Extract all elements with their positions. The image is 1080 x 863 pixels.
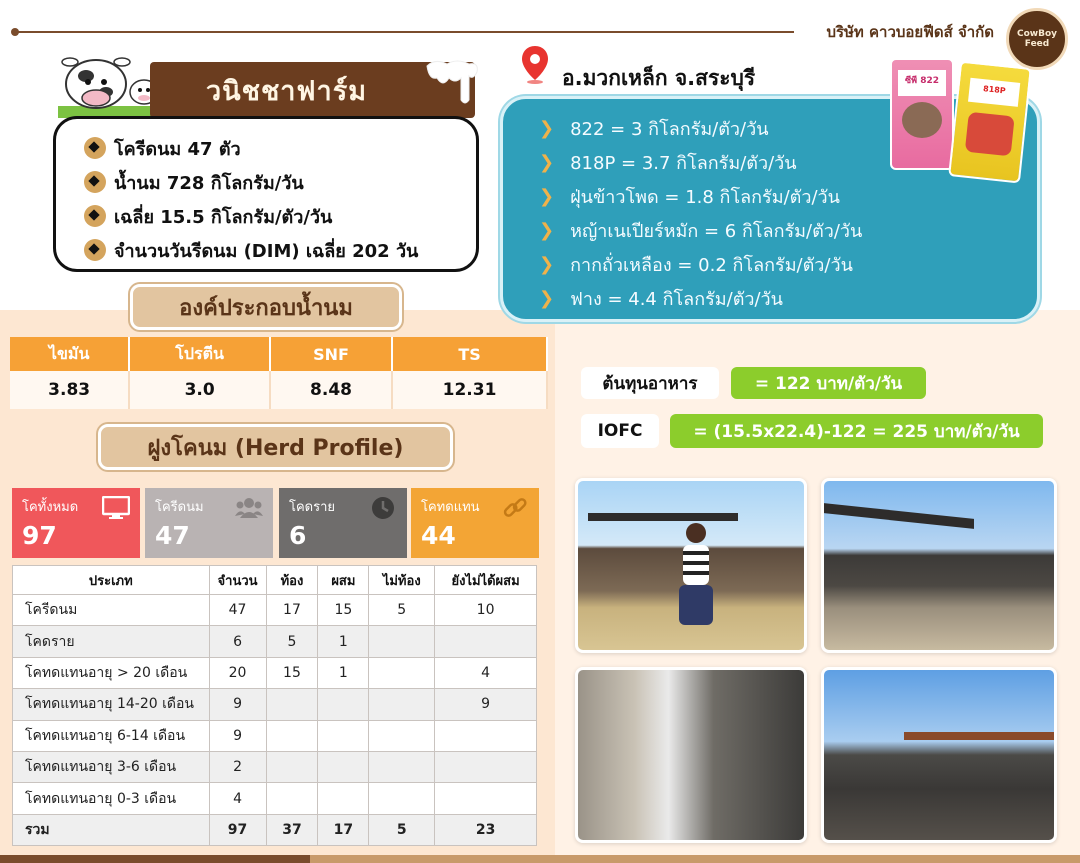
iofc-value: = (15.5x22.4)-122 = 225 บาท/ตัว/วัน <box>670 414 1043 448</box>
bag-picture <box>965 112 1015 157</box>
bag-cow-picture <box>902 102 942 138</box>
milk-composition-title: องค์ประกอบน้ำนม <box>130 284 402 330</box>
footer-bar-light <box>310 855 1080 863</box>
farm-item: น้ำนม 728 กิโลกรัม/วัน <box>84 165 476 199</box>
stat-card-milking: โครีดนม 47 <box>145 488 273 558</box>
feed-item: ❯ 818P = 3.7 กิโลกรัม/ตัว/วัน <box>539 151 797 174</box>
farm-item: จำนวนวันรีดนม (DIM) เฉลี่ย 202 วัน <box>84 233 476 267</box>
farm-summary-box <box>53 116 479 272</box>
stat-card-dry: โคดราย 6 <box>279 488 407 558</box>
company-name: บริษัท คาวบอยฟีดส์ จำกัด <box>826 23 994 41</box>
feed-cost-value: = 122 บาท/ตัว/วัน <box>731 367 926 399</box>
logo-text: CowBoy Feed <box>1016 29 1057 49</box>
comp-header: SNF <box>270 337 392 371</box>
chevron-right-icon: ❯ <box>539 287 555 309</box>
table-row: โคทดแทนอายุ > 20 เดือน 20 15 1 4 <box>13 657 537 688</box>
diamond-bullet-icon <box>84 205 106 227</box>
users-icon <box>235 496 263 520</box>
comp-header: ไขมัน <box>10 337 129 371</box>
monitor-icon <box>102 496 130 520</box>
milk-composition-table <box>10 337 548 409</box>
comp-header: TS <box>392 337 547 371</box>
farm-photo-cow-pen <box>821 667 1057 843</box>
photo-roof <box>824 503 974 529</box>
table-row: โคทดแทนอายุ 0-3 เดือน 4 <box>13 783 537 814</box>
comp-value: 3.0 <box>129 371 270 409</box>
table-row: โคดราย 6 5 1 <box>13 626 537 657</box>
cowboy-logo <box>1006 8 1068 70</box>
link-icon <box>501 496 529 520</box>
diamond-bullet-icon <box>84 239 106 261</box>
feed-item: ❯ กากถั่วเหลือง = 0.2 กิโลกรัม/ตัว/วัน <box>539 253 853 276</box>
feed-item: ❯ หญ้าเนเปียร์หมัก = 6 กิโลกรัม/ตัว/วัน <box>539 219 863 242</box>
feed-bag-822 <box>890 58 954 170</box>
farm-item: โครีดนม 47 ตัว <box>84 131 476 165</box>
chevron-right-icon: ❯ <box>539 185 555 207</box>
photo-roof <box>904 732 1054 740</box>
herd-profile-title: ฝูงโคนม (Herd Profile) <box>98 424 453 470</box>
diamond-bullet-icon <box>84 171 106 193</box>
herd-header-row: ประเภท จำนวน ท้อง ผสม ไม่ท้อง ยังไม่ได้ผสม <box>13 566 537 595</box>
comp-value: 3.83 <box>10 371 129 409</box>
comp-value: 8.48 <box>270 371 392 409</box>
table-row: โครีดนม 47 17 15 5 10 <box>13 595 537 626</box>
iofc-label: IOFC <box>581 414 659 448</box>
photo-person <box>673 521 719 636</box>
location-title: อ.มวกเหล็ก จ.สระบุรี <box>562 66 756 90</box>
table-row: โคทดแทนอายุ 14-20 เดือน 9 9 <box>13 689 537 720</box>
farm-photo-feeding-lane <box>575 667 807 843</box>
farm-photo-barn <box>821 478 1057 653</box>
stat-card-total: โคทั้งหมด 97 <box>12 488 140 558</box>
feed-item: ❯ ฝุ่นข้าวโพด = 1.8 กิโลกรัม/ตัว/วัน <box>539 185 840 208</box>
photo-roof <box>588 513 738 521</box>
table-row: โคทดแทนอายุ 6-14 เดือน 9 <box>13 720 537 751</box>
bag-label: 818P <box>968 78 1020 107</box>
farm-item: เฉลี่ย 15.5 กิโลกรัม/ตัว/วัน <box>84 199 476 233</box>
table-total-row: รวม 97 37 17 5 23 <box>13 814 537 845</box>
bag-label: ซีพี 822 <box>898 70 946 96</box>
comp-value: 12.31 <box>392 371 547 409</box>
farm-name: วนิชชาฟาร์ม <box>206 75 368 107</box>
feed-item: ❯ 822 = 3 กิโลกรัม/ตัว/วัน <box>539 117 769 140</box>
feed-item: ❯ ฟาง = 4.4 กิโลกรัม/ตัว/วัน <box>539 287 783 310</box>
header-line <box>14 31 794 33</box>
table-row: โคทดแทนอายุ 3-6 เดือน 2 <box>13 751 537 782</box>
diamond-bullet-icon <box>84 137 106 159</box>
herd-profile-table <box>12 565 537 846</box>
chevron-right-icon: ❯ <box>539 253 555 275</box>
chevron-right-icon: ❯ <box>539 151 555 173</box>
feed-cost-label: ต้นทุนอาหาร <box>581 367 719 399</box>
footer-bar <box>0 855 1080 863</box>
clock-icon <box>369 496 397 520</box>
chevron-right-icon: ❯ <box>539 219 555 241</box>
milk-splash-icon <box>425 58 480 108</box>
map-pin-icon <box>520 44 550 84</box>
farm-photo-farmer <box>575 478 807 653</box>
chevron-right-icon: ❯ <box>539 117 555 139</box>
stat-card-replacement: โคทดแทน 44 <box>411 488 539 558</box>
feed-bag-818p <box>948 61 1032 184</box>
comp-header: โปรตีน <box>129 337 270 371</box>
